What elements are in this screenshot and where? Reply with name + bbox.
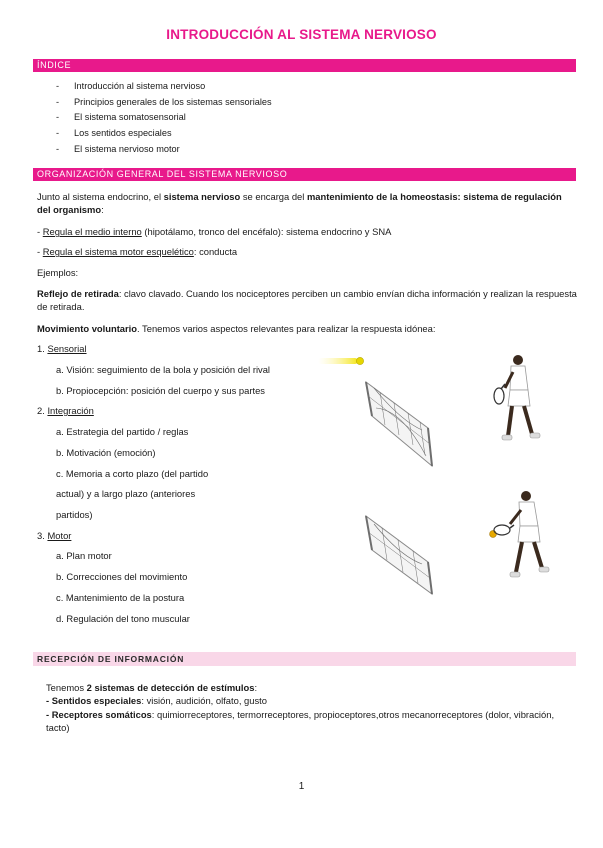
motor-item: b. Correcciones del movimiento (56, 571, 188, 582)
section-header-organizacion: ORGANIZACIÓN GENERAL DEL SISTEMA NERVIOSO (33, 168, 576, 181)
index-item: - Principios generales de los sistemas sensoriales (56, 97, 272, 107)
sensorial-heading: 1. Sensorial (37, 343, 87, 354)
reflejo-paragraph: Reflejo de retirada: clavo clavado. Cuando los nociceptores perciben un cambio envían dicha información y realizan la respuesta de retirada. (37, 288, 577, 312)
integracion-item: actual) y a largo plazo (anteriores (56, 488, 196, 499)
integracion-item: c. Memoria a corto plazo (del partido (56, 468, 209, 479)
regula-medio-interno: - Regula el medio interno (hipotálamo, tronco del encéfalo): sistema endocrino y SNA (37, 226, 392, 237)
tennis-net-icon (366, 382, 432, 466)
page-title: INTRODUCCIÓN AL SISTEMA NERVIOSO (166, 27, 437, 42)
tennis-illustration-bottom (350, 488, 570, 598)
sensorial-item: b. Propiocepción: posición del cuerpo y sus partes (56, 385, 265, 396)
integracion-item: a. Estrategia del partido / reglas (56, 426, 189, 437)
tennis-player-icon (494, 355, 540, 440)
index-item: - El sistema somatosensorial (56, 112, 186, 122)
recepcion-intro: Tenemos 2 sistemas de detección de estímulos: (46, 682, 258, 693)
page-number: 1 (298, 781, 305, 792)
sentidos-especiales-line: - Sentidos especiales: visión, audición, olfato, gusto (46, 695, 267, 706)
regula-sistema-motor: - Regula el sistema motor esquelético: conducta (37, 246, 238, 257)
tennis-ball-icon (490, 531, 497, 538)
tennis-player-icon (494, 491, 549, 577)
ejemplos-label: Ejemplos: (37, 267, 79, 278)
tennis-ball-icon (356, 357, 363, 364)
index-bullet: - (56, 81, 60, 91)
tennis-illustration-top (310, 348, 570, 483)
motor-heading: 3. Motor (37, 530, 72, 541)
intro-paragraph: Junto al sistema endocrino, el sistema nervioso se encarga del mantenimiento de la homeostasis: sistema de regulación del organismo: (37, 191, 562, 215)
motor-item: c. Mantenimiento de la postura (56, 592, 185, 603)
receptores-somaticos-line: - Receptores somáticos: quimiorreceptores, termorreceptores, propioceptores,otros mecanorreceptores (dolor, vibración, tacto) (46, 709, 555, 733)
motor-item: a. Plan motor (56, 550, 112, 561)
index-item: - Introducción al sistema nervioso (56, 81, 206, 91)
tennis-net-icon (366, 516, 432, 594)
index-item: - El sistema nervioso motor (56, 144, 180, 154)
movimiento-paragraph: Movimiento voluntario. Tenemos varios aspectos relevantes para realizar la respuesta idónea: (37, 323, 436, 334)
integracion-item: b. Motivación (emoción) (56, 447, 156, 458)
motor-item: d. Regulación del tono muscular (56, 613, 190, 624)
integracion-heading: 2. Integración (37, 405, 94, 416)
section-header-indice: ÍNDICE (33, 59, 576, 72)
ball-trail (318, 358, 358, 364)
index-item: - Los sentidos especiales (56, 128, 172, 138)
section-header-recepcion: RECEPCIÓN DE INFORMACIÓN (33, 652, 576, 666)
integracion-item: partidos) (56, 509, 93, 520)
sensorial-item: a. Visión: seguimiento de la bola y posición del rival (56, 364, 271, 375)
